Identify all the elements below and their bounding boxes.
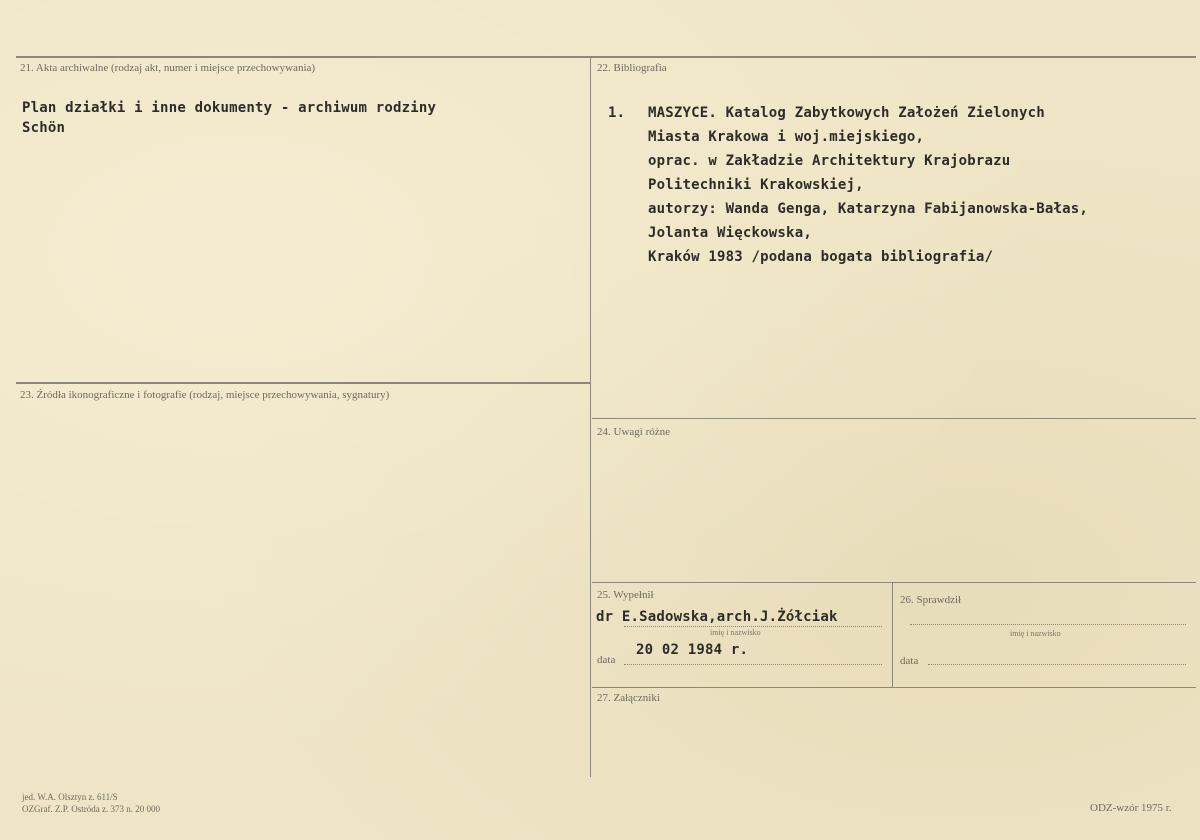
section-21-content [22,96,436,140]
section-21-line: Schön [22,120,66,136]
filled-by-name-line [624,626,882,627]
section-27-label: 27. Załączniki [597,692,660,704]
section-23-label: 23. Źródła ikonograficzne i fotografie (rodzaj, miejsce przechowywania, sygnatury) [20,389,390,401]
checked-by-name-caption: imię i nazwisko [1010,629,1061,638]
checked-by-date-line [928,664,1186,665]
filled-by-date: 20 02 1984 r. [636,642,749,658]
section-21-label: 21. Akta archiwalne (rodzaj akt, numer i miejsce przechowywania) [20,62,316,74]
footer-print-line-1: jed. W.A. Olsztyn z. 611/S [22,792,118,802]
checked-by-name-line [910,624,1186,625]
filled-by-date-label: data [597,654,616,666]
center-divider [590,57,591,777]
bibliography-line: MASZYCE. Katalog Zabytkowych Założeń Zielonych [648,105,1045,121]
bibliography-line: Jolanta Więckowska, [648,225,812,241]
filled-by-name: dr E.Sadowska,arch.J.Żółciak [596,609,838,625]
bibliography-item-number: 1. [608,105,626,121]
top-rule [16,56,1196,58]
filled-by-date-line [624,664,882,665]
bibliography-line: Politechniki Krakowskiej, [648,177,864,193]
footer-print-line-2: OZGraf. Z.P. Ostróda z. 373 n. 20 000 [22,804,160,814]
bibliography-line: Kraków 1983 /podana bogata bibliografia/ [648,249,994,265]
bibliography-line: Miasta Krakowa i woj.miejskiego, [648,129,925,145]
section-22-label: 22. Bibliografia [597,62,667,74]
divider-25-26 [892,583,893,687]
rule-right-22-24 [592,418,1196,419]
form-identifier: ODZ-wzór 1975 r. [1090,802,1172,814]
section-26-label: 26. Sprawdził [900,594,962,606]
rule-left-21-23 [16,382,590,384]
bibliography-line: oprac. w Zakładzie Architektury Krajobrazu [648,153,1011,169]
section-25-label: 25. Wypełnił [597,589,654,601]
checked-by-date-label: data [900,655,919,667]
rule-right-24-25 [592,582,1196,583]
filled-by-name-caption: imię i nazwisko [710,628,761,637]
bibliography-line: autorzy: Wanda Genga, Katarzyna Fabijanowska-Bałas, [648,201,1089,217]
section-21-line: Plan działki i inne dokumenty - archiwum rodziny [22,100,437,116]
rule-right-25-27 [592,687,1196,688]
section-24-label: 24. Uwagi różne [597,426,671,438]
bibliography-entry [648,101,1088,269]
